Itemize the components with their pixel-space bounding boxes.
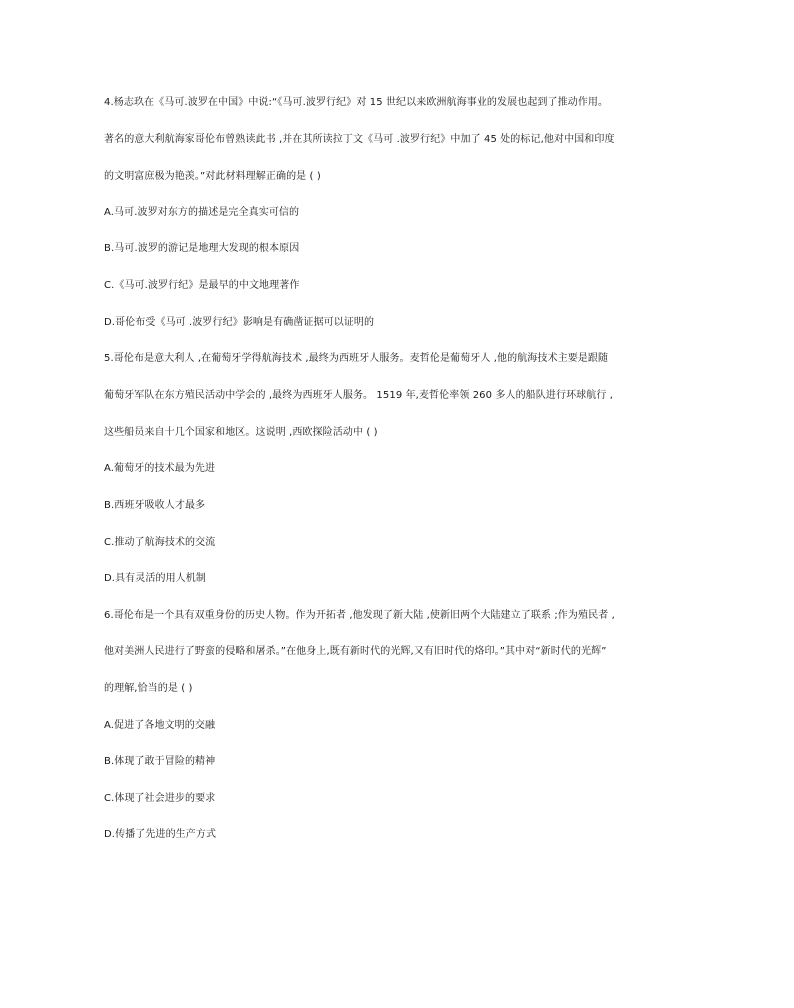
question-4-option-d: D.哥伦布受《马可 .波罗行纪》影响是有确凿证据可以证明的 [104,317,375,328]
question-6-option-d: D.传播了先进的生产方式 [104,829,217,840]
question-5-option-a: A.葡萄牙的技术最为先进 [104,463,216,474]
question-5-stem-line-2: 葡萄牙军队在东方殖民活动中学会的 ,最终为西班牙人服务。 1519 年,麦哲伦率领 260 多人的船队进行环球航行 , [104,390,614,401]
question-5-option-c: C.推动了航海技术的交流 [104,537,216,548]
question-4-option-a: A.马可.波罗对东方的描述是完全真实可信的 [104,207,300,218]
question-6-stem-line-2: 他对美洲人民进行了野蛮的侵略和屠杀。”在他身上,既有新时代的光辉,又有旧时代的烙印。”其中对“新时代的光辉” [104,646,607,657]
question-6-option-b: B.体现了敢于冒险的精神 [104,756,216,767]
question-5-option-d: D.具有灵活的用人机制 [104,573,206,584]
question-4-stem-line-3: 的文明富庶极为艳羡。”对此材料理解正确的是 ( ) [104,171,321,182]
question-4-option-b: B.马可.波罗的游记是地理大发现的根本原因 [104,243,300,254]
question-4-option-c: C.《马可.波罗行纪》是最早的中文地理著作 [104,280,300,291]
question-5-stem-line-3: 这些船员来自十几个国家和地区。这说明 ,西欧探险活动中 ( ) [104,427,378,438]
question-4-stem-line-2: 著名的意大利航海家哥伦布曾熟读此书 ,并在其所读拉丁文《马可 .波罗行纪》中加了 45 处的标记,他对中国和印度 [104,134,615,145]
question-4-stem-line-1: 4.杨志玖在《马可.波罗在中国》中说:“《马可.波罗行纪》对 15 世纪以来欧洲航海事业的发展也起到了推动作用。 [104,97,609,108]
question-6-option-c: C.体现了社会进步的要求 [104,793,216,804]
question-6-stem-line-3: 的理解,恰当的是 ( ) [104,683,193,694]
question-5-option-b: B.西班牙吸收人才最多 [104,500,206,511]
question-6-option-a: A.促进了各地文明的交融 [104,720,216,731]
question-6-stem-line-1: 6.哥伦布是一个具有双重身份的历史人物。作为开拓者 ,他发现了新大陆 ,使新旧两个大陆建立了联系 ;作为殖民者 , [104,610,615,621]
question-5-stem-line-1: 5.哥伦布是意大利人 ,在葡萄牙学得航海技术 ,最终为西班牙人服务。麦哲伦是葡萄牙人 ,他的航海技术主要是跟随 [104,353,609,364]
